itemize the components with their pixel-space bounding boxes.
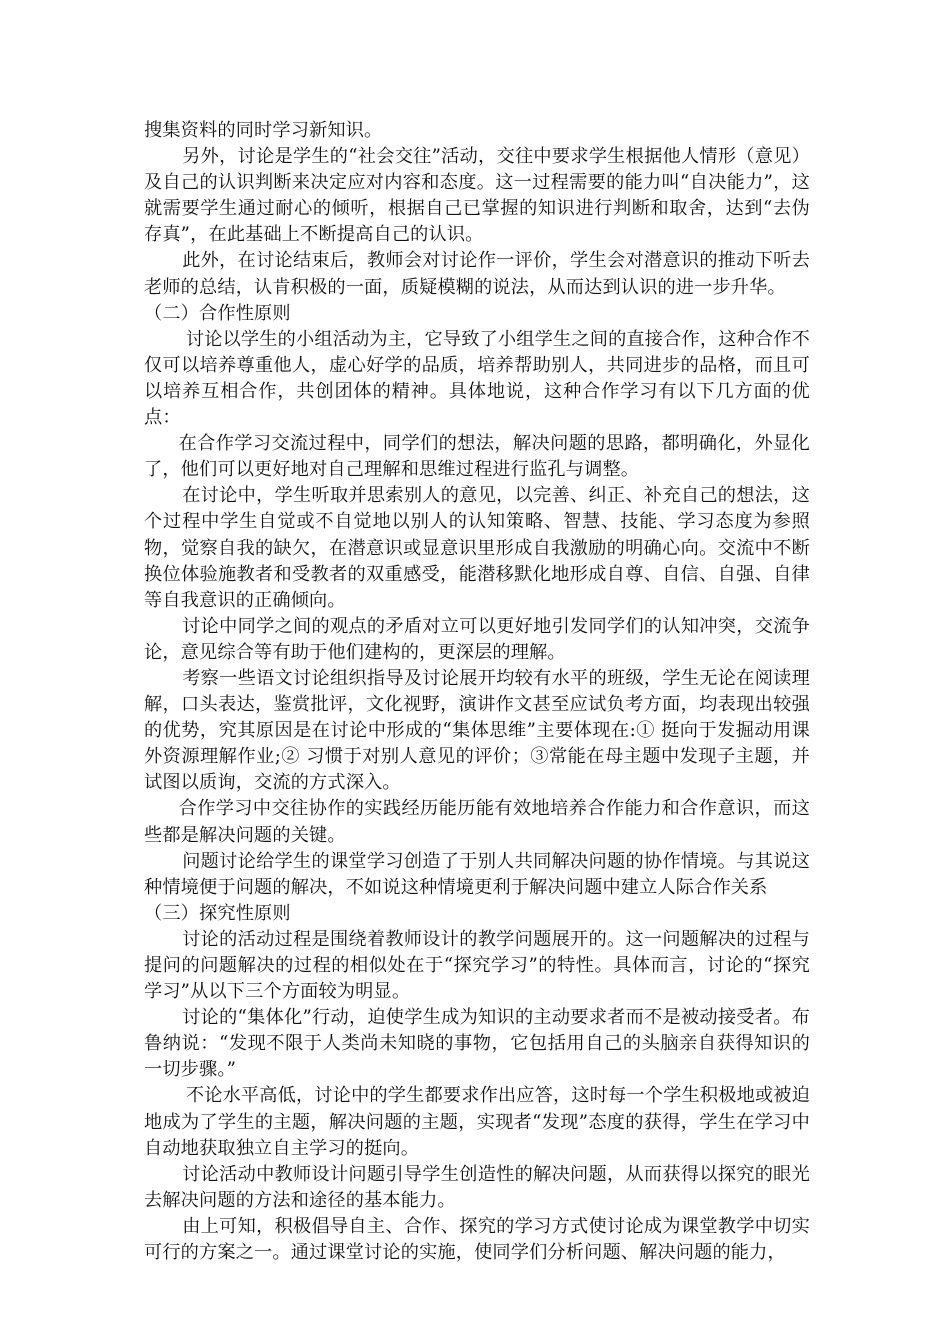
paragraph: 讨论中同学之间的观点的矛盾对立可以更好地引发同学们的认知冲突，交流争论，意见综合等有助于他们建构的，更深层的理解。 (144, 615, 810, 663)
paragraph: 考察一些语文讨论组织指导及讨论展开均较有水平的班级，学生无论在阅读理解，口头表达，鉴赏批评，文化视野，演讲作文甚至应试负考方面，均表现出较强的优势，究其原因是在讨论中形成的“集体思维”主要体现在:① 挺向于发掘动用课外资源理解作业;② 习惯于对别人意见的评价；③常能在母主题中发现子主题，并试图以质询，交流的方式深入。 (144, 667, 810, 794)
paragraph: 讨论以学生的小组活动为主，它导致了小组学生之间的直接合作，这种合作不仅可以培养尊重他人，虚心好学的品质，培养帮助别人，共同进步的品格，而且可以培养互相合作，共创团体的精神。具体地说，这种合作学习有以下几方面的优点： (144, 328, 810, 429)
paragraph: 在合作学习交流过程中，同学们的想法，解决问题的思路，都明确化，外显化了，他们可以更好地对自己理解和思维过程进行监孔与调整。 (144, 433, 810, 481)
paragraph: 合作学习中交往协作的实践经历能历能有效地培养合作能力和合作意识，而这些都是解决问题的关键。 (144, 798, 810, 846)
paragraph: 讨论活动中教师设计问题引导学生创造性的解决问题，从而获得以探究的眼光去解决问题的方法和途径的基本能力。 (144, 1163, 810, 1211)
paragraph: 此外，在讨论结束后，教师会对讨论作一评价，学生会对潜意识的推动下听去老师的总结，认肯积极的一面，质疑模糊的说法，从而达到认识的进一步升华。 (144, 250, 810, 298)
paragraph: 问题讨论给学生的课堂学习创造了于别人共同解决问题的协作情境。与其说这种情境便于问题的解决，不如说这种情境更利于解决问题中建立人际合作关系 (144, 850, 810, 898)
section-heading: （二）合作性原则 (144, 302, 291, 324)
paragraph: 由上可知，积极倡导自主、合作、探究的学习方式使讨论成为课堂教学中切实可行的方案之一。通过课堂讨论的实施，使同学们分析问题、解决问题的能力， (144, 1215, 810, 1264)
paragraph: 讨论的“集体化”行动，迫使学生成为知识的主动要求者而不是被动接受者。布鲁纳说：“发现不限于人类尚未知晓的事物，它包括用自己的头脑亲自获得知识的一切步骤。” (144, 1007, 810, 1081)
paragraph: 讨论的活动过程是围绕着教师设计的教学问题展开的。这一问题解决的过程与提问的问题解决的过程的相似处在于“探究学习”的特性。具体而言，讨论的“探究学习”从以下三个方面较为明显。 (144, 928, 810, 1003)
paragraph: 另外，讨论是学生的“社会交往”活动，交往中要求学生根据他人情形（意见）及自己的认识判断来决定应对内容和态度。这一过程需要的能力叫“自决能力”，这就需要学生通过耐心的倾听，根据自己已掌握的知识进行判断和取舍，达到“去伪存真”，在此基础上不断提高自己的认识。 (144, 146, 810, 246)
paragraph: 不论水平高低，讨论中的学生都要求作出应答，这时每一个学生积极地或被迫地成为了学生的主题，解决问题的主题，实现者“发现”态度的获得，学生在学习中自动地获取独立自主学习的挺向。 (144, 1085, 810, 1159)
paragraph: 搜集资料的同时学习新知识。 (144, 120, 383, 141)
paragraph: 在讨论中，学生听取并思索别人的意见，以完善、纠正、补充自己的想法，这个过程中学生自觉或不自觉地以别人的认知策略、智慧、技能、学习态度为参照物，觉察自我的缺欠，在潜意识或显意识里形成自我激励的明确心向。交流中不断换位体验施教者和受教者的双重感受，能潜移默化地形成自尊、自信、自强、自律等自我意识的正确倾向。 (144, 485, 810, 611)
document-body (144, 118, 810, 1266)
section-heading: （三）探究性原则 (144, 902, 291, 924)
